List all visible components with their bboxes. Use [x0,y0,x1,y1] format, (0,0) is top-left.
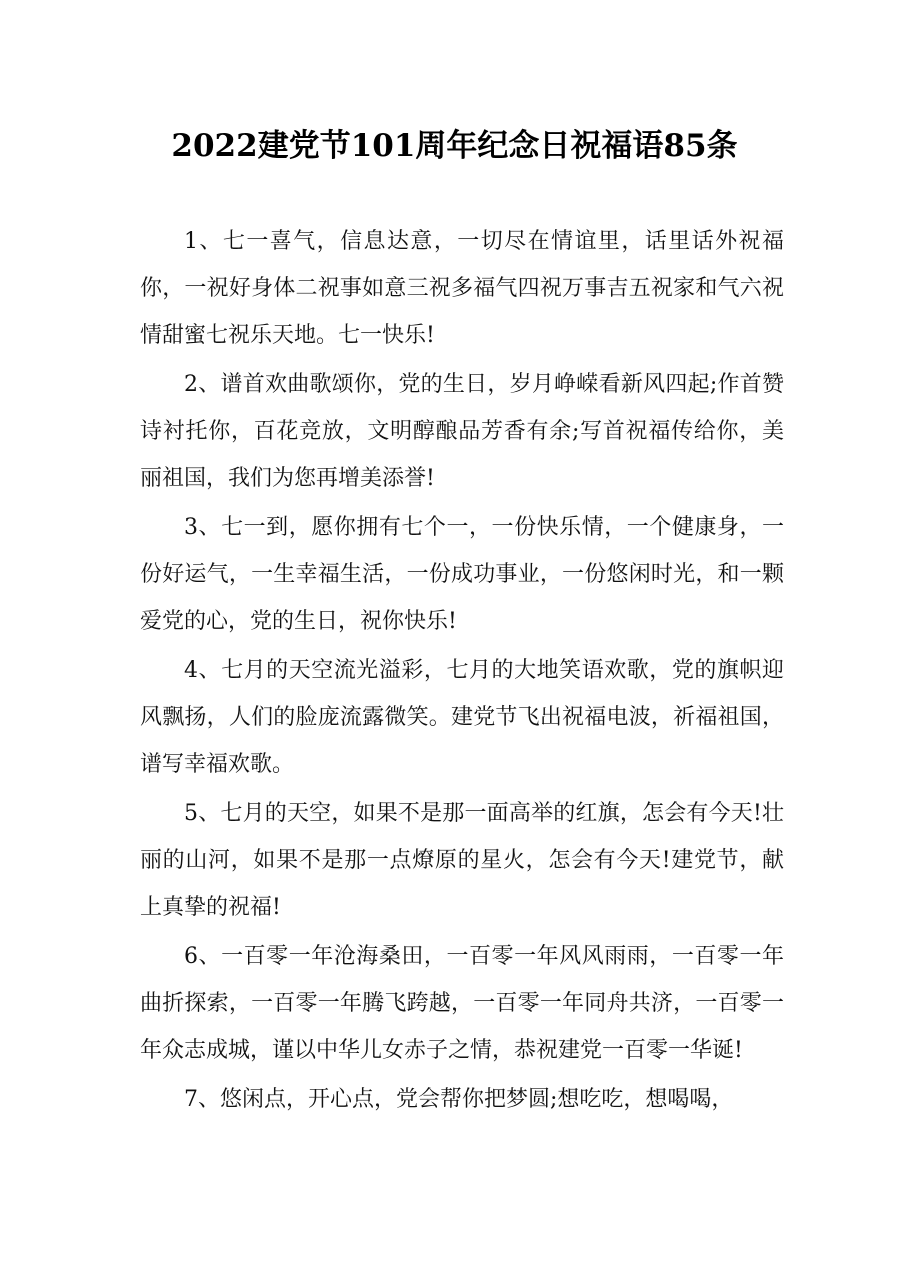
paragraph-1: 1、七一喜气，信息达意，一切尽在情谊里，话里话外祝福你，一祝好身体二祝事如意三祝多福气四祝万事吉五祝家和气六祝情甜蜜七祝乐天地。七一快乐! [140,229,784,348]
paragraph-4: 4、七月的天空流光溢彩，七月的大地笑语欢歌，党的旗帜迎风飘扬，人们的脸庞流露微笑。建党节飞出祝福电波，祈福祖国，谱写幸福欢歌。 [140,658,784,777]
paragraph-2: 2、谱首欢曲歌颂你，党的生日，岁月峥嵘看新风四起;作首赞诗衬托你，百花竞放，文明醇酿品芳香有余;写首祝福传给你，美丽祖国，我们为您再增美添誉! [140,372,784,491]
document-body [140,218,784,1125]
paragraph-7: 7、悠闲点，开心点，党会帮你把梦圆;想吃吃，想喝喝， [184,1087,734,1112]
paragraph-5: 5、七月的天空，如果不是那一面高举的红旗，怎会有今天!壮丽的山河，如果不是那一点燎原的星火，怎会有今天!建党节，献上真挚的祝福! [140,801,784,920]
paragraph-3: 3、七一到，愿你拥有七个一，一份快乐情，一个健康身，一份好运气，一生幸福生活，一份成功事业，一份悠闲时光，和一颗爱党的心，党的生日，祝你快乐! [140,515,784,634]
document-title: 2022建党节101周年纪念日祝福语85条 [171,128,738,164]
paragraph-6: 6、一百零一年沧海桑田，一百零一年风风雨雨，一百零一年曲折探索，一百零一年腾飞跨越，一百零一年同舟共济，一百零一年众志成城，谨以中华儿女赤子之情，恭祝建党一百零一华诞! [140,944,784,1063]
